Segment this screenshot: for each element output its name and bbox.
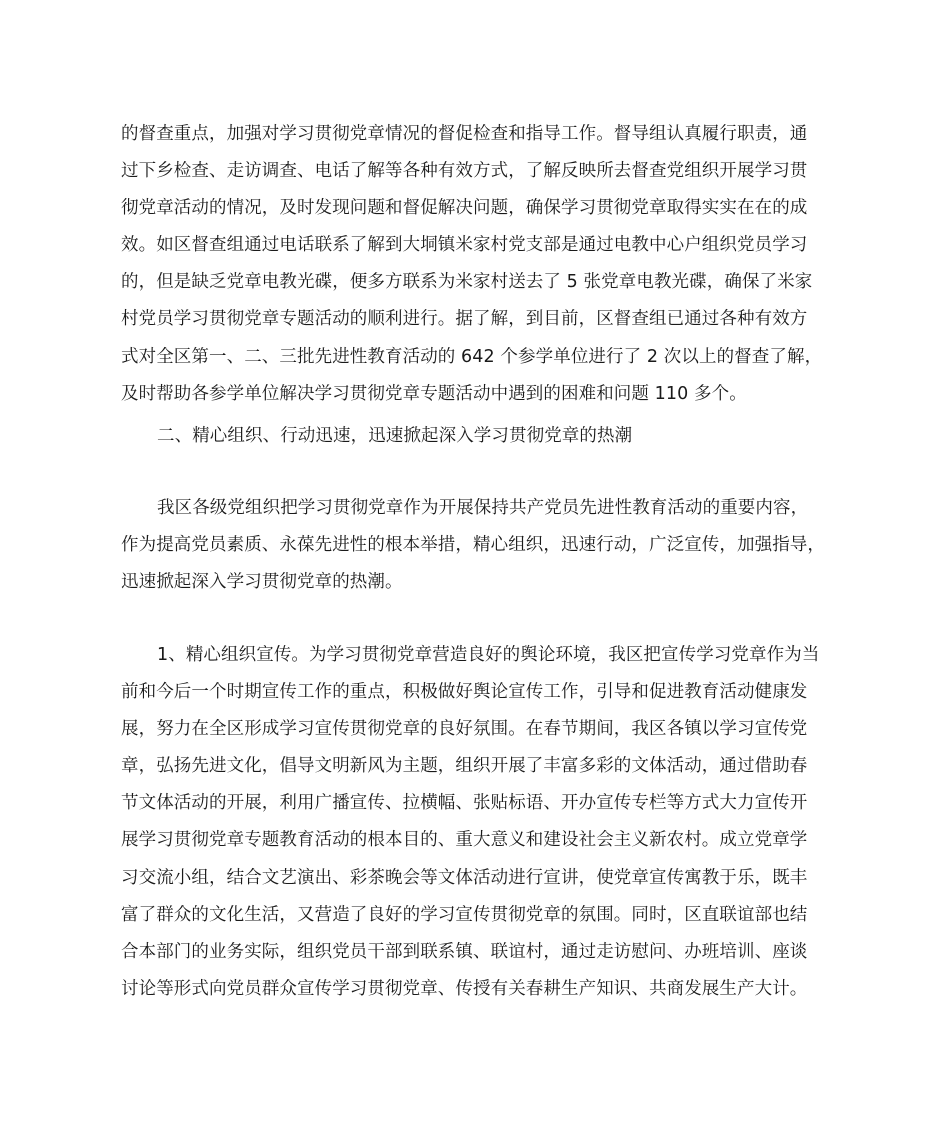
paragraph-line: 习交流小组，结合文艺演出、彩茶晚会等文体活动进行宣讲，使党章宣传寓教于乐，既丰 <box>121 867 808 888</box>
paragraph-line: 彻党章活动的情况，及时发现问题和督促解决问题，确保学习贯彻党章取得实实在在的成 <box>121 198 808 219</box>
paragraph-line: 作为提高党员素质、永葆先进性的根本举措，精心组织，迅速行动，广泛宣传，加强指导， <box>121 535 825 556</box>
paragraph-1 <box>121 116 833 413</box>
paragraph-line: 前和今后一个时期宣传工作的重点，积极做好舆论宣传工作，引导和促进教育活动健康发 <box>121 682 808 703</box>
paragraph-line: 及时帮助各参学单位解决学习贯彻党章专题活动中遇到的困难和问题 110 多个。 <box>121 383 747 404</box>
paragraph-line: 1、精心组织宣传。为学习贯彻党章营造良好的舆论环境，我区把宣传学习党章作为当 <box>157 645 820 665</box>
paragraph-3 <box>121 637 833 1008</box>
paragraph-line: 的，但是缺乏党章电教光碟，便多方联系为米家村送去了 5 张党章电教光碟，确保了米家 <box>121 272 813 293</box>
paragraph-line: 富了群众的文化生活，又营造了良好的学习宣传贯彻党章的氛围。同时，区直联谊部也结 <box>121 904 808 925</box>
paragraph-line: 过下乡检查、走访调查、电话了解等各种有效方式，了解反映所去督查党组织开展学习贯 <box>121 161 808 182</box>
paragraph-line: 我区各级党组织把学习贯彻党章作为开展保持共产党员先进性教育活动的重要内容， <box>157 498 809 518</box>
section-heading <box>157 418 833 455</box>
paragraph-line: 迅速掀起深入学习贯彻党章的热潮。 <box>121 572 403 593</box>
paragraph-line: 村党员学习贯彻党章专题活动的顺利进行。据了解，到目前，区督查组已通过各种有效方 <box>121 309 808 330</box>
paragraph-line: 效。如区督查组通过电话联系了解到大垌镇米家村党支部是通过电教中心户组织党员学习 <box>121 235 808 256</box>
paragraph-line: 章，弘扬先进文化，倡导文明新风为主题，组织开展了丰富多彩的文体活动，通过借助春 <box>121 756 808 777</box>
paragraph-line: 合本部门的业务实际，组织党员干部到联系镇、联谊村，通过走访慰问、办班培训、座谈 <box>121 941 808 962</box>
paragraph-line: 式对全区第一、二、三批先进性教育活动的 642 个参学单位进行了 2 次以上的督查了解， <box>121 346 823 367</box>
paragraph-line: 展，努力在全区形成学习宣传贯彻党章的良好氛围。在春节期间，我区各镇以学习宣传党 <box>121 719 808 740</box>
paragraph-2 <box>121 490 833 601</box>
paragraph-line: 的督查重点，加强对学习贯彻党章情况的督促检查和指导工作。督导组认真履行职责，通 <box>121 124 808 144</box>
section-heading-text: 二、精心组织、行动迅速，迅速掀起深入学习贯彻党章的热潮 <box>157 426 633 446</box>
paragraph-line: 讨论等形式向党员群众宣传学习贯彻党章、传授有关春耕生产知识、共商发展生产大计。 <box>121 978 808 999</box>
paragraph-line: 节文体活动的开展，利用广播宣传、拉横幅、张贴标语、开办宣传专栏等方式大力宣传开 <box>121 793 808 814</box>
paragraph-line: 展学习贯彻党章专题教育活动的根本目的、重大意义和建设社会主义新农村。成立党章学 <box>121 830 808 851</box>
